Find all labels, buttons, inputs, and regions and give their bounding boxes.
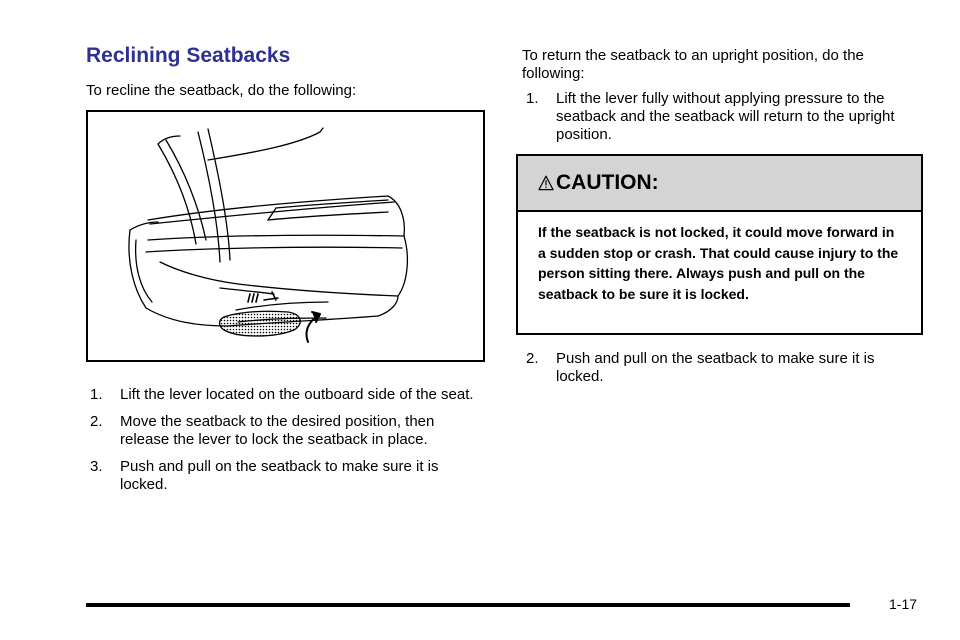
caution-title: CAUTION: bbox=[556, 171, 659, 194]
warning-triangle-icon bbox=[538, 175, 554, 191]
return-steps-list-continued bbox=[526, 350, 926, 395]
list-item bbox=[526, 350, 926, 386]
step-text: Push and pull on the seatback to make sure it is locked. bbox=[120, 458, 439, 493]
return-intro: To return the seatback to an upright position, do the following: bbox=[522, 47, 864, 82]
caution-box bbox=[516, 154, 923, 335]
section-title: Reclining Seatbacks bbox=[86, 44, 291, 67]
page-number: 1-17 bbox=[889, 596, 918, 612]
caution-body: If the seatback is not locked, it could move forward in a sudden stop or crash. That could cause injury to the person sitting there. Always push and pull on the seatback to be sure it is locked. bbox=[538, 224, 899, 302]
step-text: Push and pull on the seatback to make sure it is locked. bbox=[556, 350, 875, 385]
step-number: 1. bbox=[90, 386, 103, 403]
step-text: Lift the lever fully without applying pressure to the seatback and the seatback will return to the upright position. bbox=[556, 90, 895, 143]
footer-rule bbox=[86, 603, 850, 607]
section-intro: To recline the seatback, do the following: bbox=[86, 82, 357, 99]
caution-header bbox=[518, 156, 921, 212]
list-item bbox=[90, 386, 480, 404]
return-steps-list bbox=[526, 90, 926, 153]
recline-steps-list bbox=[90, 386, 480, 503]
step-text: Move the seatback to the desired position, then release the lever to lock the seatback in place. bbox=[120, 413, 435, 448]
step-number: 2. bbox=[90, 413, 103, 430]
seat-lever-illustration bbox=[86, 110, 485, 362]
list-item bbox=[526, 90, 926, 144]
step-number: 2. bbox=[526, 350, 539, 367]
list-item bbox=[90, 413, 480, 449]
step-text: Lift the lever located on the outboard side of the seat. bbox=[120, 386, 474, 403]
step-number: 1. bbox=[526, 90, 539, 107]
step-number: 3. bbox=[90, 458, 103, 475]
list-item bbox=[90, 458, 480, 494]
